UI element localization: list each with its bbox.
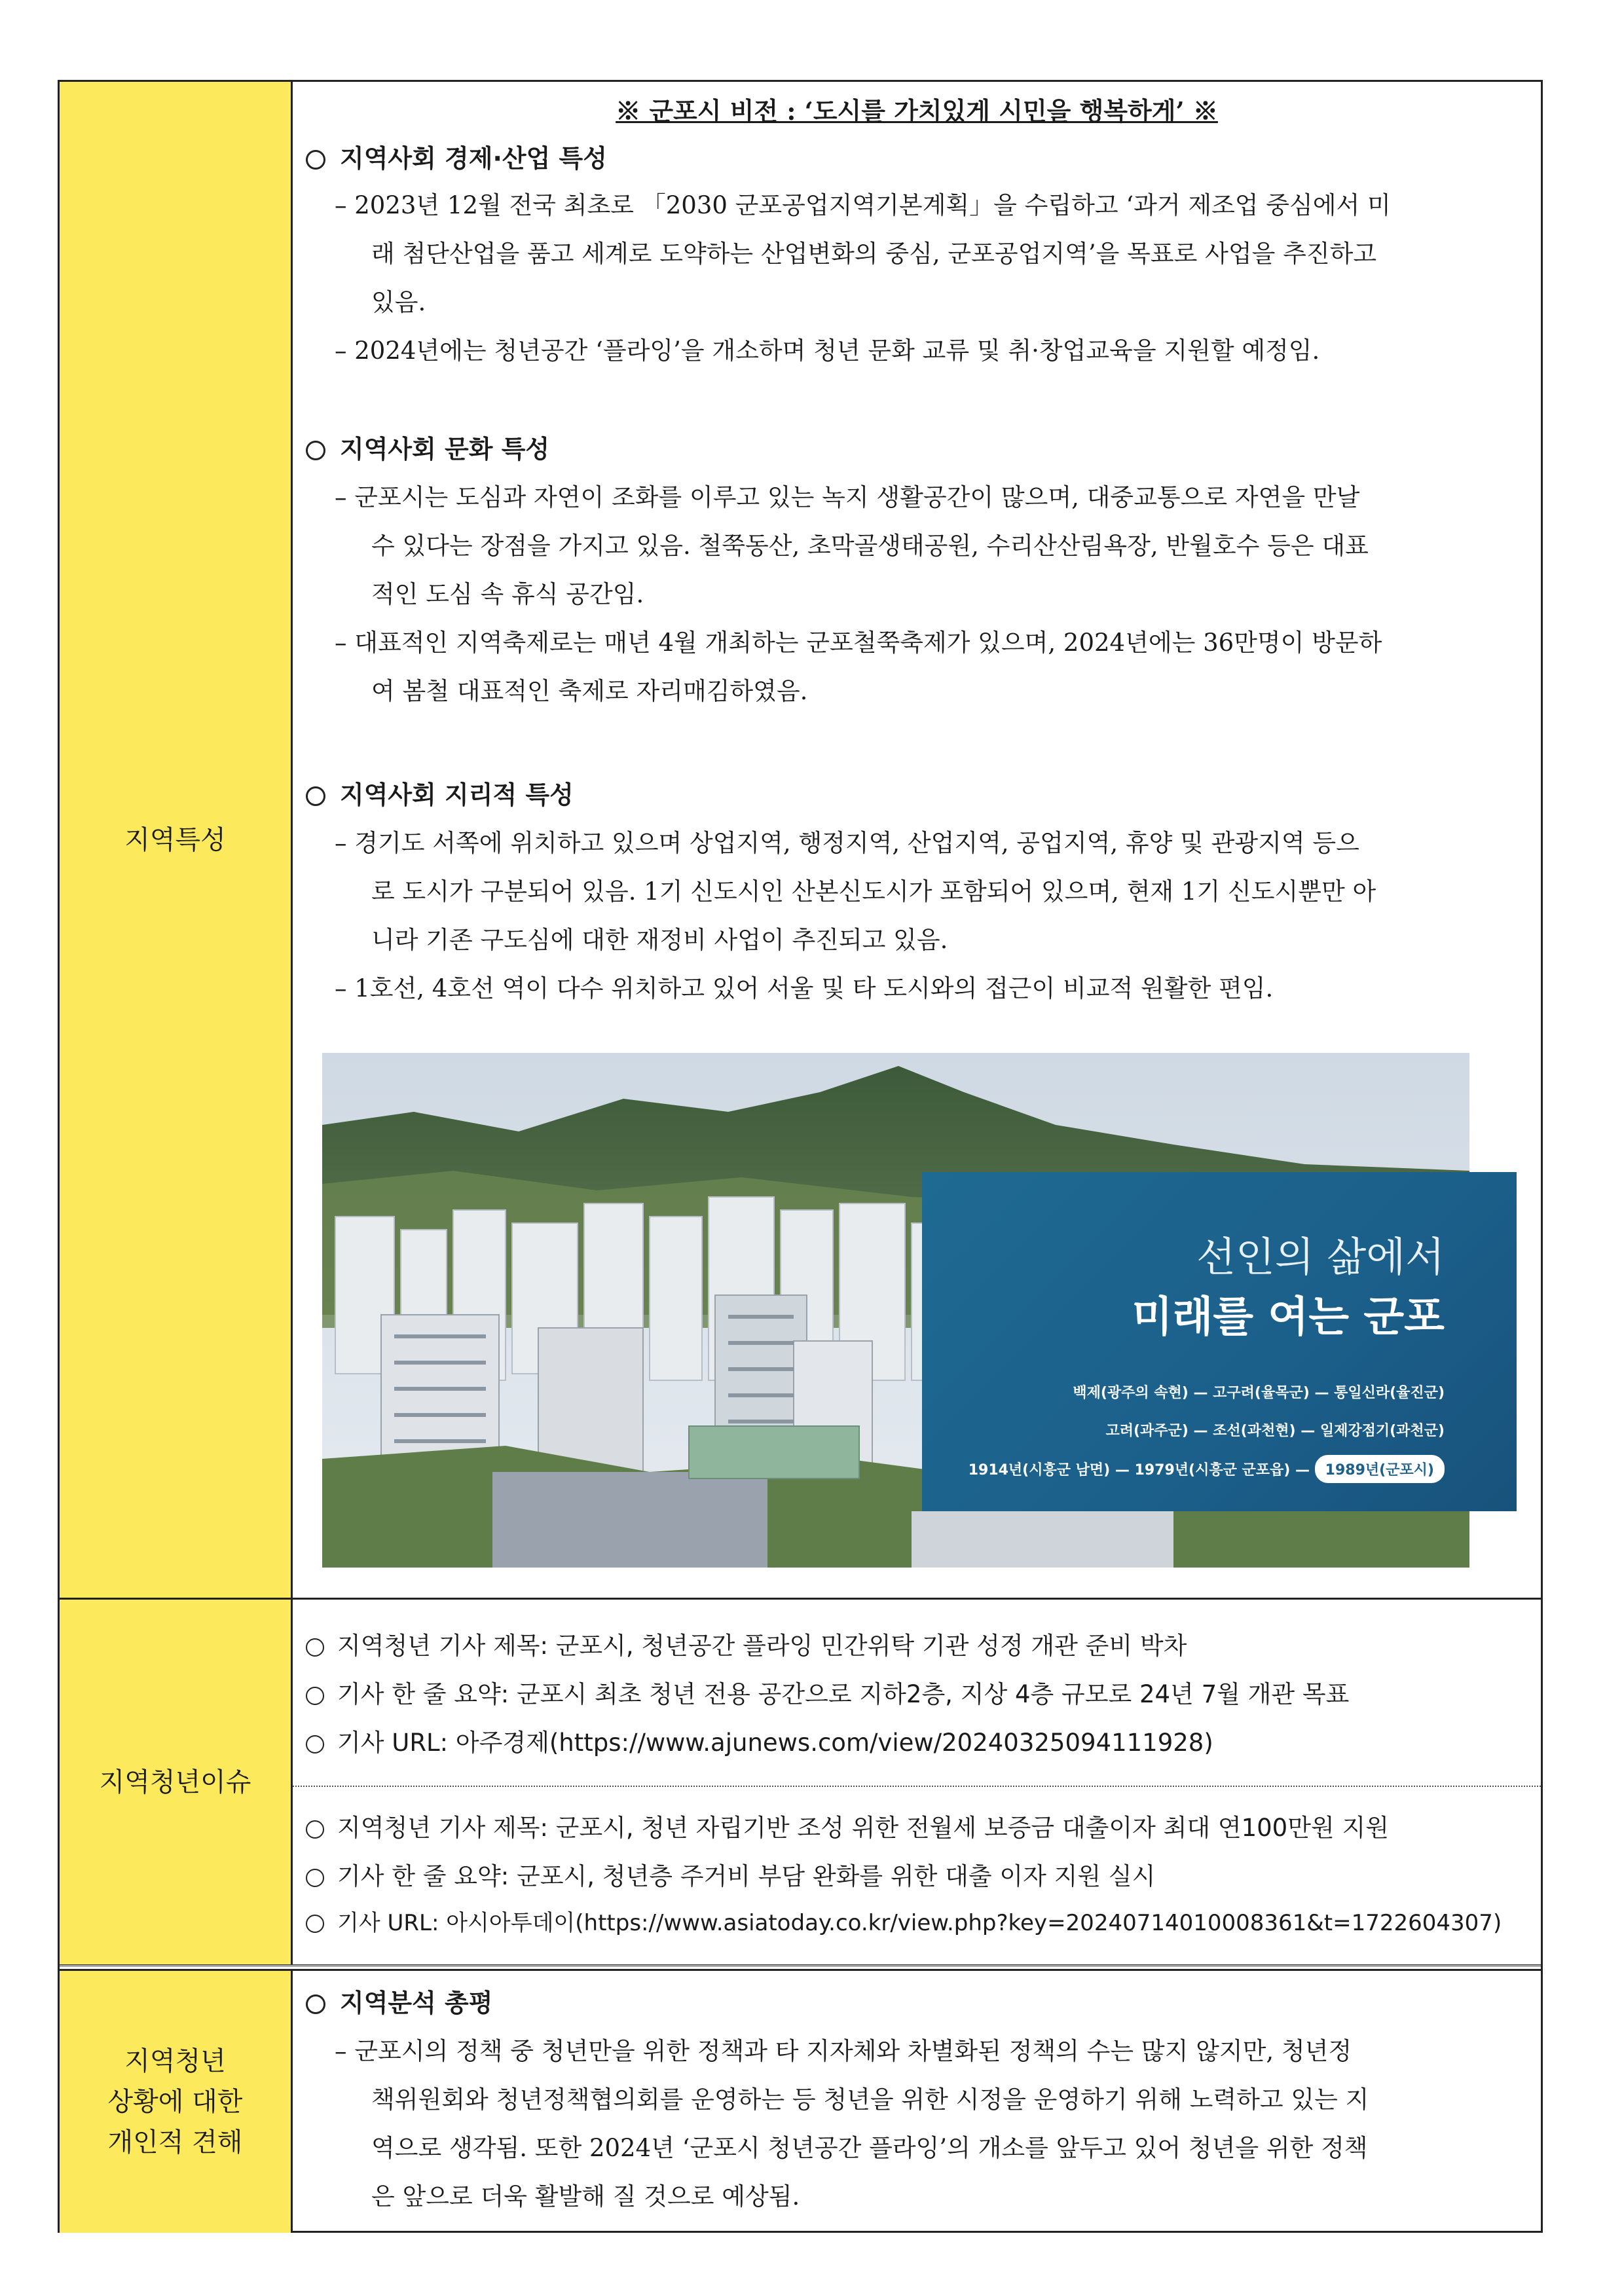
article-b-title: 지역청년 기사 제목: 군포시, 청년 자립기반 조성 위한 전월세 보증금 대출이자 최대 연100만원 지원 <box>306 1808 1389 1843</box>
circle-bullet-icon <box>306 1869 324 1887</box>
summary-line-3: 역으로 생각됨. 또한 2024년 ‘군포시 청년공간 플라잉’의 개소를 앞두고 있어 청년을 위한 정책 <box>371 2134 1368 2162</box>
para-geo-1-cont: 로 도시가 구분되어 있음. 1기 신도시인 산본신도시가 포함되어 있으며, 현재 1기 신도시뿐만 아 <box>371 877 1376 906</box>
circle-bullet-icon <box>306 150 325 170</box>
banner-title-line2: 미래를 여는 군포 <box>1132 1293 1445 1342</box>
para-economy-1-cont: 래 첨단산업을 품고 세계로 도약하는 산업변화의 중심, 군포공업지역’을 목표로 사업을 추진하고 <box>371 240 1377 268</box>
heading-geography: 지역사회 지리적 특성 <box>306 779 574 811</box>
article-a-url: 기사 URL: 아주경제(https://www.ajunews.com/view/20240325094111928) <box>306 1723 1213 1758</box>
para-geo-1-cont2: 니라 기존 구도심에 대한 재정비 사업이 추진되고 있음. <box>371 926 948 954</box>
label-region-characteristics: 지역특성 <box>60 82 293 1598</box>
row-personal-opinion <box>60 1971 1541 2233</box>
content-youth-issues <box>293 1600 1541 1964</box>
circle-bullet-icon <box>306 1638 324 1657</box>
article-b-url: 기사 URL: 아시아투데이(https://www.asiatoday.co.kr/view.php?key=20240714010008361&t=1722604307) <box>306 1905 1502 1937</box>
banner-pill-1989: 1989년(군포시) <box>1315 1455 1445 1483</box>
para-culture-2-cont: 여 봄철 대표적인 축제로 자리매김하였음. <box>371 677 808 705</box>
heading-summary: 지역분석 총평 <box>306 1987 492 2019</box>
para-culture-2: – 대표적인 지역축제로는 매년 4월 개최하는 군포철쭉축제가 있으며, 2024년에는 36만명이 방문하 <box>335 629 1382 657</box>
banner-history-line2: 고려(과주군) — 조선(과천현) — 일제강점기(과천군) <box>1105 1423 1445 1439</box>
para-culture-1: – 군포시는 도심과 자연이 조화를 이루고 있는 녹지 생활공간이 많으며, 대중교통으로 자연을 만날 <box>335 483 1360 511</box>
label-line-2: 상황에 대한 <box>107 2087 243 2117</box>
banner-history-line1: 백제(광주의 속현) — 고구려(율목군) — 통일신라(율진군) <box>1073 1385 1445 1401</box>
heading-economy: 지역사회 경제·산업 특성 <box>306 142 607 175</box>
circle-bullet-icon <box>306 1915 324 1933</box>
summary-line-4: 은 앞으로 더욱 활발해 질 것으로 예상됨. <box>371 2182 800 2211</box>
para-geo-2: – 1호선, 4호선 역이 다수 위치하고 있어 서울 및 타 도시와의 접근이 비교적 원활한 편임. <box>335 974 1274 1002</box>
circle-bullet-icon <box>306 1687 324 1705</box>
para-economy-1-cont2: 있음. <box>371 288 426 316</box>
article-b-summary: 기사 한 줄 요약: 군포시, 청년층 주거비 부담 완화를 위한 대출 이자 지원 실시 <box>306 1856 1155 1892</box>
label-line-1: 지역청년 <box>124 2046 226 2076</box>
circle-bullet-icon <box>306 1820 324 1839</box>
double-border <box>60 1966 1541 1971</box>
label-youth-issues: 지역청년이슈 <box>60 1600 293 1964</box>
banner-title-line1: 선인의 삶에서 <box>1196 1233 1445 1281</box>
article-a-summary: 기사 한 줄 요약: 군포시 최초 청년 전용 공간으로 지하2층, 지상 4층 규모로 24년 7월 개관 목표 <box>306 1674 1349 1710</box>
para-culture-1-cont2: 적인 도심 속 휴식 공간임. <box>371 580 644 608</box>
label-personal-opinion <box>60 1971 293 2233</box>
para-economy-1: – 2023년 12월 전국 최초로 「2030 군포공업지역기본계획」을 수립하고 ‘과거 제조업 중심에서 미 <box>335 191 1391 219</box>
circle-bullet-icon <box>306 1735 324 1753</box>
gunpo-history-banner <box>922 1172 1517 1511</box>
content-personal-opinion <box>293 1971 1541 2233</box>
circle-bullet-icon <box>306 441 325 460</box>
dotted-divider <box>293 1786 1541 1787</box>
para-culture-1-cont: 수 있다는 장점을 가지고 있음. 철쭉동산, 초막골생태공원, 수리산산림욕장, 반월호수 등은 대표 <box>371 532 1369 560</box>
heading-culture: 지역사회 문화 특성 <box>306 433 549 466</box>
para-economy-2: – 2024년에는 청년공간 ‘플라잉’을 개소하며 청년 문화 교류 및 취·창업교육을 지원할 예정임. <box>335 337 1320 365</box>
circle-bullet-icon <box>306 1994 325 2014</box>
vision-statement: ※ 군포시 비전 : ‘도시를 가치있게 시민을 행복하게’ ※ <box>616 96 1218 126</box>
label-line-3: 개인적 견해 <box>107 2127 243 2157</box>
article-a-title: 지역청년 기사 제목: 군포시, 청년공간 플라잉 민간위탁 기관 성정 개관 준비 박차 <box>306 1626 1187 1661</box>
para-geo-1: – 경기도 서쪽에 위치하고 있으며 상업지역, 행정지역, 산업지역, 공업지역, 휴양 및 관광지역 등으 <box>335 829 1359 857</box>
circle-bullet-icon <box>306 786 325 806</box>
banner-history-line3: 1914년(시흥군 남면) — 1979년(시흥군 군포읍) — 1989년(군포시) <box>969 1455 1445 1483</box>
summary-line-2: 책위원회와 청년정책협의회를 운영하는 등 청년을 위한 시정을 운영하기 위해 노력하고 있는 지 <box>371 2085 1369 2114</box>
row-youth-issues <box>60 1600 1541 1966</box>
summary-line-1: – 군포시의 정책 중 청년만을 위한 정책과 타 지자체와 차별화된 정책의 수는 많지 않지만, 청년정 <box>335 2037 1352 2065</box>
